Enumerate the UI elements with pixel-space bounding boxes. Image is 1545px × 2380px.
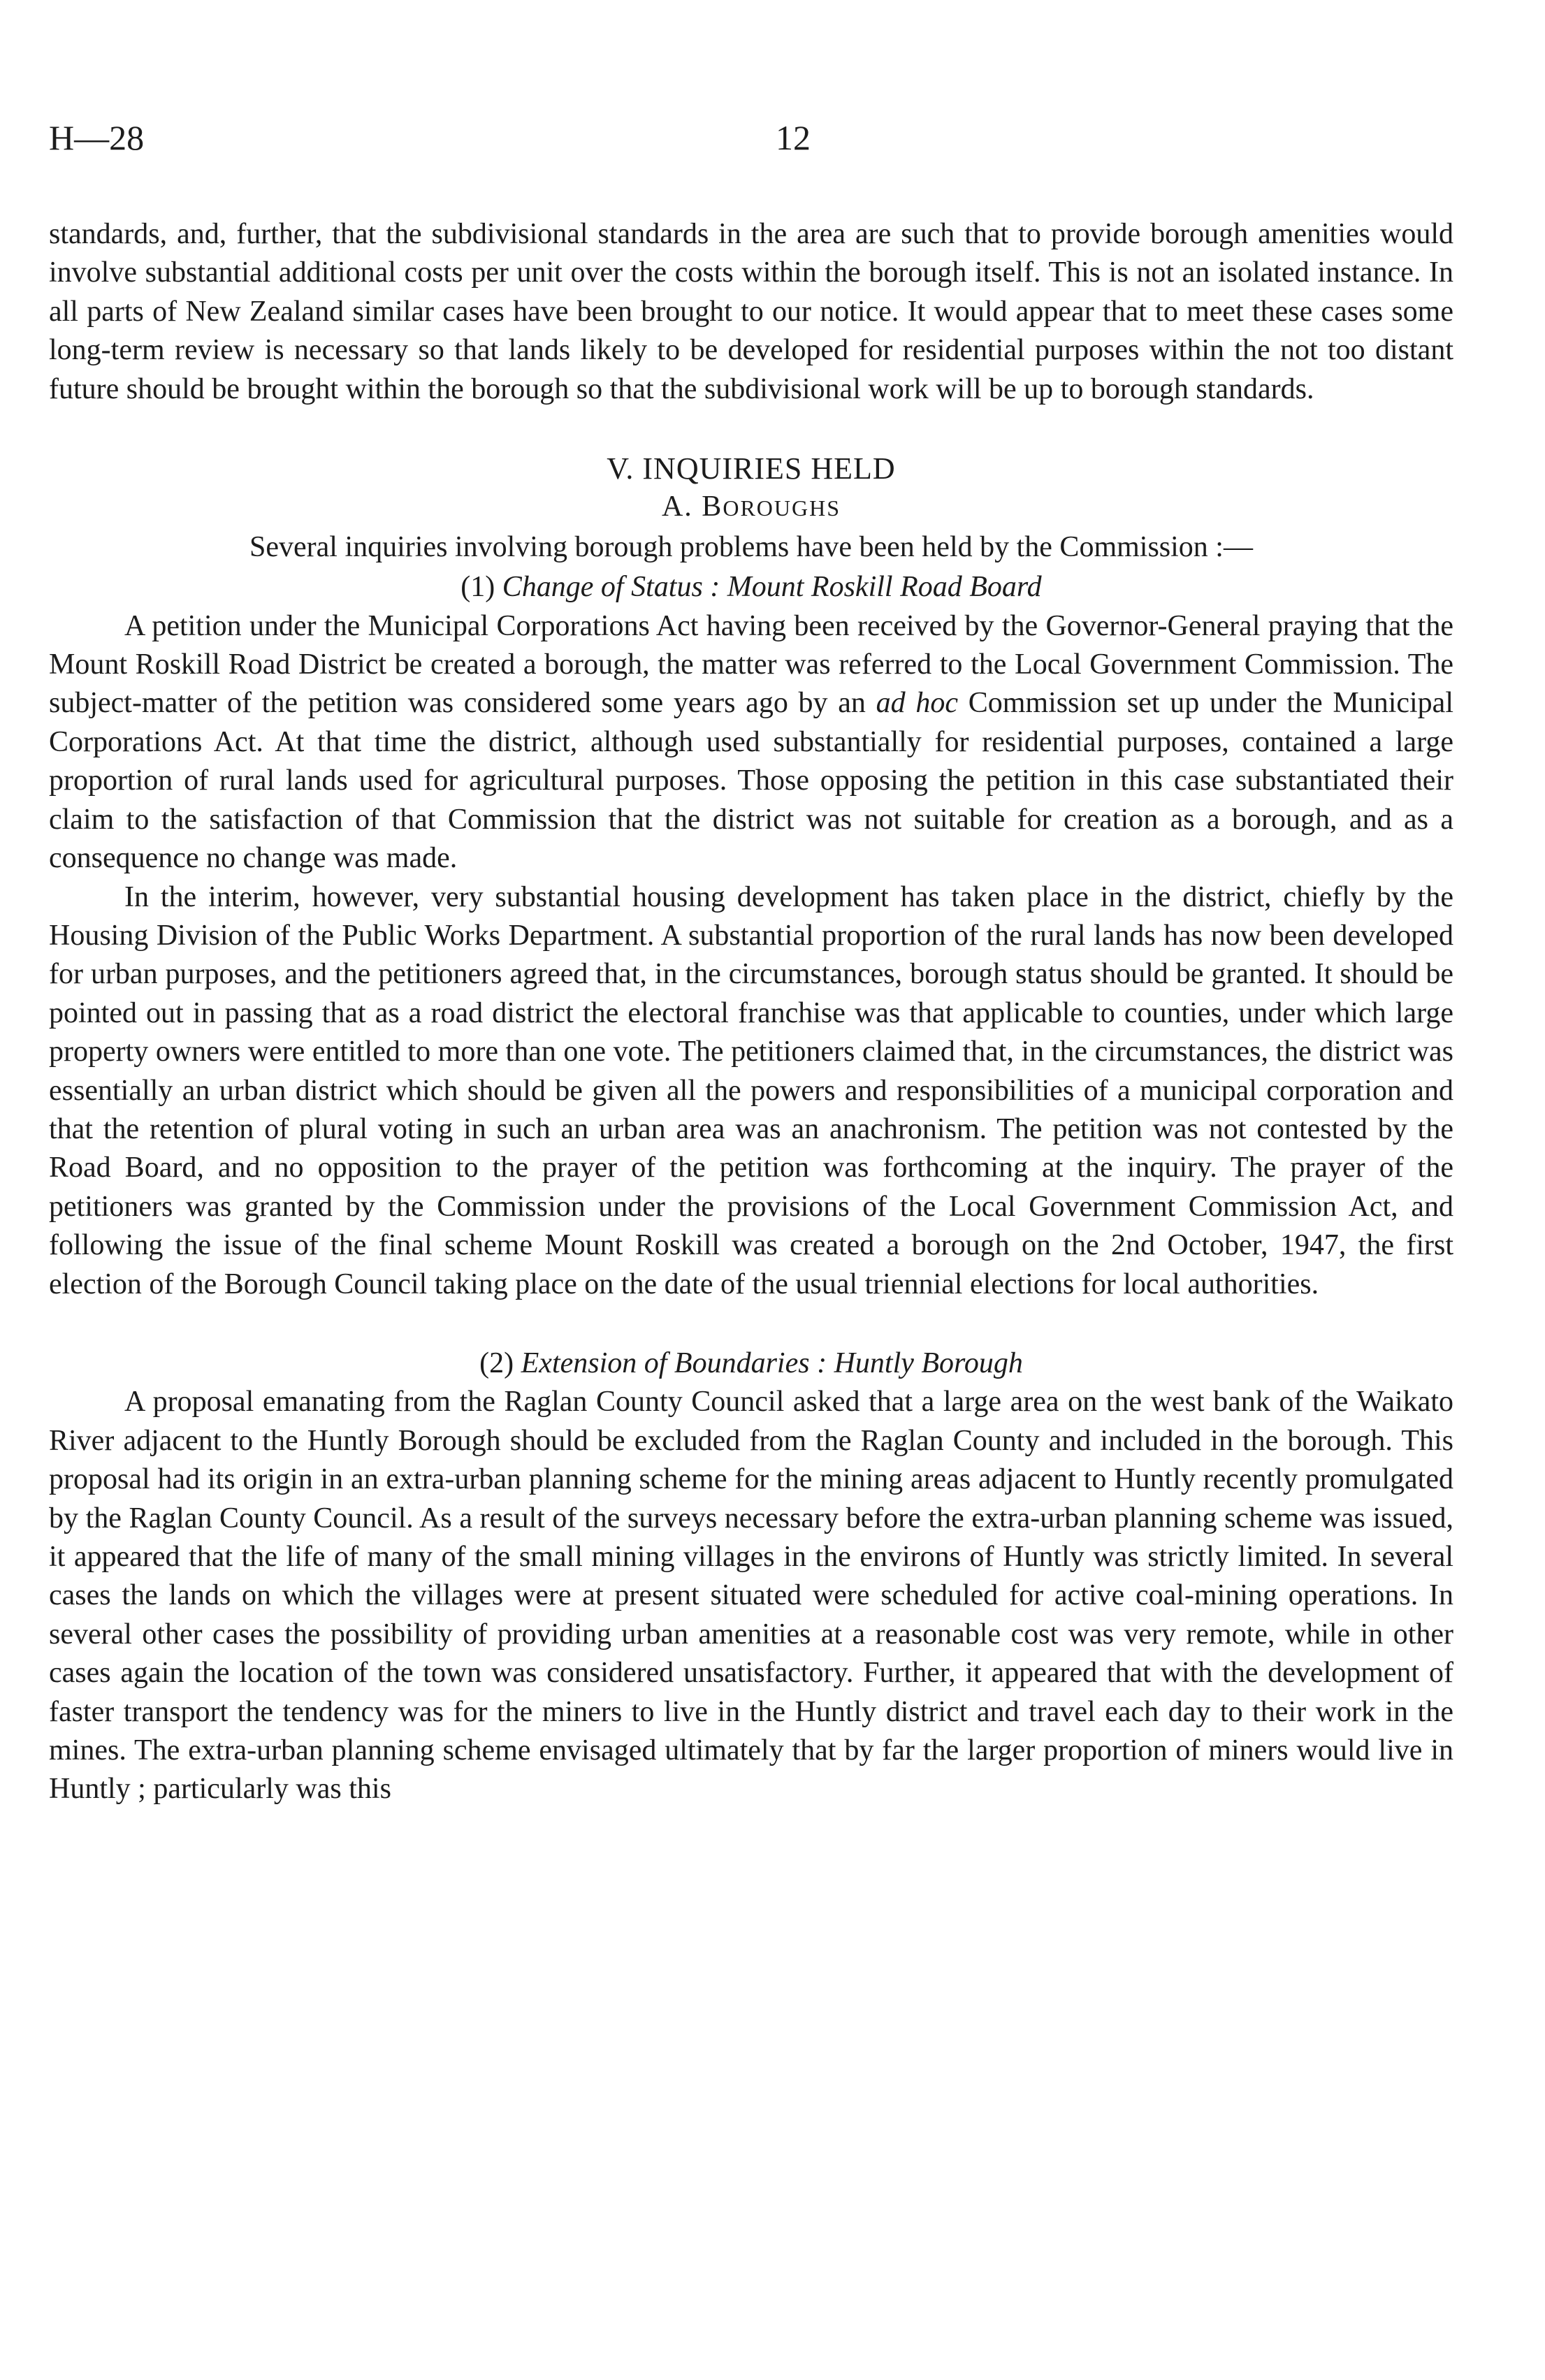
paragraph-text: Commission set up under the Municipal Corporations Act. At that time the district, although used substantially for residential purposes, contained a large proportion of rural lands used for agricultural purposes. Those opposing the petition in this case substantiated their claim to the satisfaction of that Commission that the district was not suitable for creation as a borough, and as a consequence no change was made. bbox=[49, 687, 1453, 875]
section-intro: Several inquiries involving borough problems have been held by the Commission :— bbox=[249, 530, 1253, 563]
continued-paragraph: standards, and, further, that the subdivisional standards in the area are such that to provide borough amenities would involve substantial additional costs per unit over the costs within the borough itself. This is not an isolated instance. In all parts of New Zealand similar cases have been brought to our notice. It would appear that to meet these cases some long-term review is necessary so that lands likely to be developed for residential purposes within the not too distant future should be brought within the borough so that the subdivisional work will be up to borough standards. bbox=[49, 218, 1453, 405]
item-heading-change-of-status bbox=[49, 568, 1453, 607]
document-id: H—28 bbox=[49, 118, 145, 157]
running-header bbox=[49, 117, 1453, 166]
item-number: (1) bbox=[460, 571, 502, 604]
subsection-smallcaps: OROUGHS bbox=[723, 495, 841, 521]
italic-phrase: ad hoc bbox=[876, 687, 959, 720]
subsection-heading bbox=[49, 488, 1453, 528]
paragraph-proposal: A proposal emanating from the Raglan County Council asked that a large area on the west bank of the Waikato River adjacent to the Huntly Borough should be excluded from the Raglan County and included in the borough. This proposal had its origin in an extra-urban planning scheme for the mining areas adjacent to Huntly recently promulgated by the Raglan County Council. As a result of the surveys necessary before the extra-urban planning scheme was issued, it appeared that the life of many of the small mining villages in the environs of Huntly was strictly limited. In several cases the lands on which the villages were at present situated were scheduled for active coal-mining operations. In several other cases the possibility of providing urban amenities at a reasonable cost was very remote, while in other cases again the location of the town was considered unsatisfactory. Further, it appeared that with the development of faster transport the tendency was for the miners to live in the Huntly district and travel each day to their work in the mines. The extra-urban planning scheme envisaged ultimately that by far the larger proportion of miners would live in Huntly ; particularly was this bbox=[49, 1386, 1453, 1806]
item-title: Extension of Boundaries : Huntly Borough bbox=[521, 1347, 1023, 1379]
item-number: (2) bbox=[479, 1347, 521, 1379]
section-heading: V. INQUIRIES HELD bbox=[607, 451, 896, 486]
item-heading-extension-of-boundaries bbox=[49, 1344, 1453, 1383]
document-body bbox=[49, 215, 1453, 1809]
page-number: 12 bbox=[776, 118, 811, 157]
paragraph-text: A petition under the Municipal Corporations Act having been received by the Governor-General praying that the Mount Roskill Road District be created a borough, the matter was referred to the Local Government Commission. The subject-matter of the petition was considered some years ago by an bbox=[49, 609, 1453, 720]
subsection-prefix: A. B bbox=[661, 491, 723, 523]
item-title: Change of Status : Mount Roskill Road Board bbox=[502, 571, 1042, 604]
paragraph-petition bbox=[49, 607, 1453, 878]
paragraph-interim: In the interim, however, very substantial housing development has taken place in the district, chiefly by the Housing Division of the Public Works Department. A substantial proportion of the rural lands has now been developed for urban purposes, and the petitioners agreed that, in the circumstances, borough status should be granted. It should be pointed out in passing that as a road district the electoral franchise was that applicable to counties, under which large property owners were entitled to more than one vote. The petitioners claimed that, in the circumstances, the district was essentially an urban district which should be given all the powers and responsibilities of a municipal corporation and that the retention of plural voting in such an urban area was an anachronism. The petition was not contested by the Road Board, and no opposition to the prayer of the petition was forthcoming at the inquiry. The prayer of the petitioners was granted by the Commission under the provisions of the Local Government Commission Act, and following the issue of the final scheme Mount Roskill was created a borough on the 2nd October, 1947, the first election of the Borough Council taking place on the date of the usual triennial elections for local authorities. bbox=[49, 880, 1453, 1300]
